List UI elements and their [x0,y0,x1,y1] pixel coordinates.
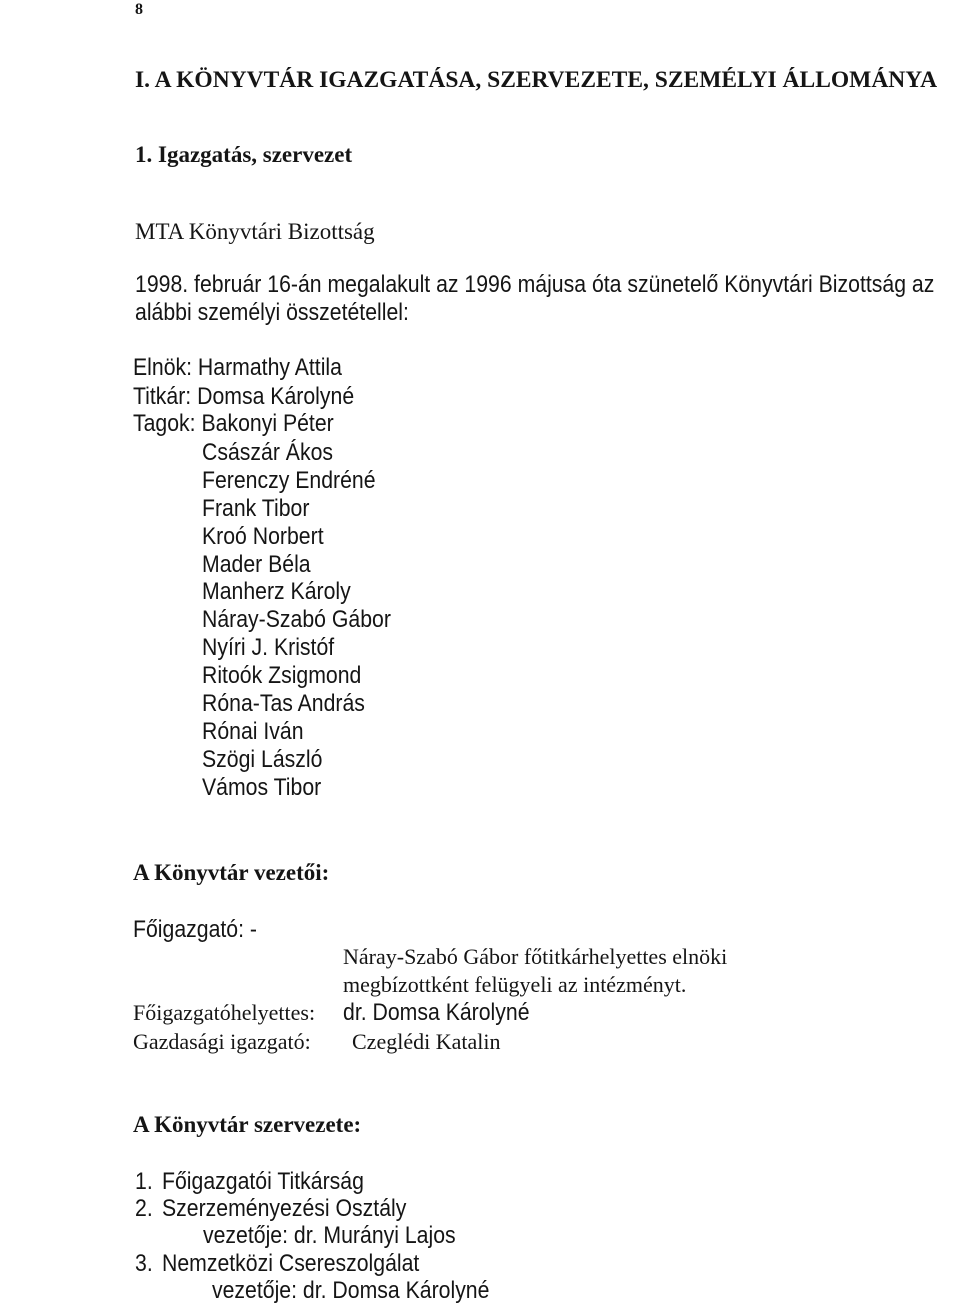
secretary-line [133,384,354,410]
unit-name: Főigazgatói Titkárság [162,1168,364,1195]
member-name: Nyíri J. Kristóf [202,634,335,662]
director-general-line [133,917,257,943]
economic-director-name: Czeglédi Katalin [352,1029,501,1054]
unit-head: vezetője: dr. Domsa Károlyné [212,1277,490,1304]
members-line [133,411,334,437]
member-name: Frank Tibor [202,494,310,522]
member-name: Bakonyi Péter [201,410,334,437]
director-general-value: - [249,916,257,943]
unit-name: Nemzetközi Csereszolgálat [162,1250,420,1277]
member-name: Mader Béla [202,550,311,578]
secretary-name: Domsa Károlyné [197,383,355,410]
committee-heading: MTA Könyvtári Bizottság [135,219,375,244]
chapter-title: I. A KÖNYVTÁR IGAZGATÁSA, SZERVEZETE, SZEMÉLYI ÁLLOMÁNYA [135,67,938,93]
member-name: Ritoók Zsigmond [202,662,362,690]
member-name: Császár Ákos [202,439,334,466]
member-name: Náray-Szabó Gábor [202,606,391,634]
leaders-note-line: Náray-Szabó Gábor főtitkárhelyettes elnöki [343,944,728,969]
intro-line: 1998. február 16-án megalakult az 1996 májusa óta szünetelő Könyvtári Bizottság az [135,271,935,298]
member-name: Vámos Tibor [202,773,322,801]
director-general-label: Főigazgató: [133,916,244,943]
leaders-heading: A Könyvtár vezetői: [133,860,330,885]
organization-heading: A Könyvtár szervezete: [133,1112,362,1137]
unit-number: 1. [135,1168,153,1195]
section-title: 1. Igazgatás, szervezet [135,142,353,167]
member-name: Ferenczy Endréné [202,466,376,494]
deputy-name: dr. Domsa Károlyné [343,999,530,1026]
member-name: Szögi László [202,745,323,773]
intro-line: alábbi személyi összetétellel: [135,299,409,326]
secretary-label: Titkár: [133,383,192,410]
deputy-label: Főigazgatóhelyettes: [133,1000,316,1025]
leaders-note-line: megbízottként felügyeli az intézményt. [343,972,687,997]
members-label: Tagok: [133,410,196,437]
economic-director-label: Gazdasági igazgató: [133,1029,311,1054]
member-name: Róna-Tas András [202,690,365,718]
unit-number: 2. [135,1195,153,1222]
unit-head: vezetője: dr. Murányi Lajos [203,1222,456,1249]
member-name: Rónai Iván [202,717,304,745]
member-name: Kroó Norbert [202,522,324,550]
unit-number: 3. [135,1250,153,1277]
chair-line [133,355,342,381]
chair-name: Harmathy Attila [197,354,342,381]
unit-name: Szerzeményezési Osztály [162,1195,407,1222]
page-number: 8 [135,1,143,18]
chair-label: Elnök: [133,354,193,381]
members-list [202,439,391,802]
member-name: Manherz Károly [202,578,351,606]
